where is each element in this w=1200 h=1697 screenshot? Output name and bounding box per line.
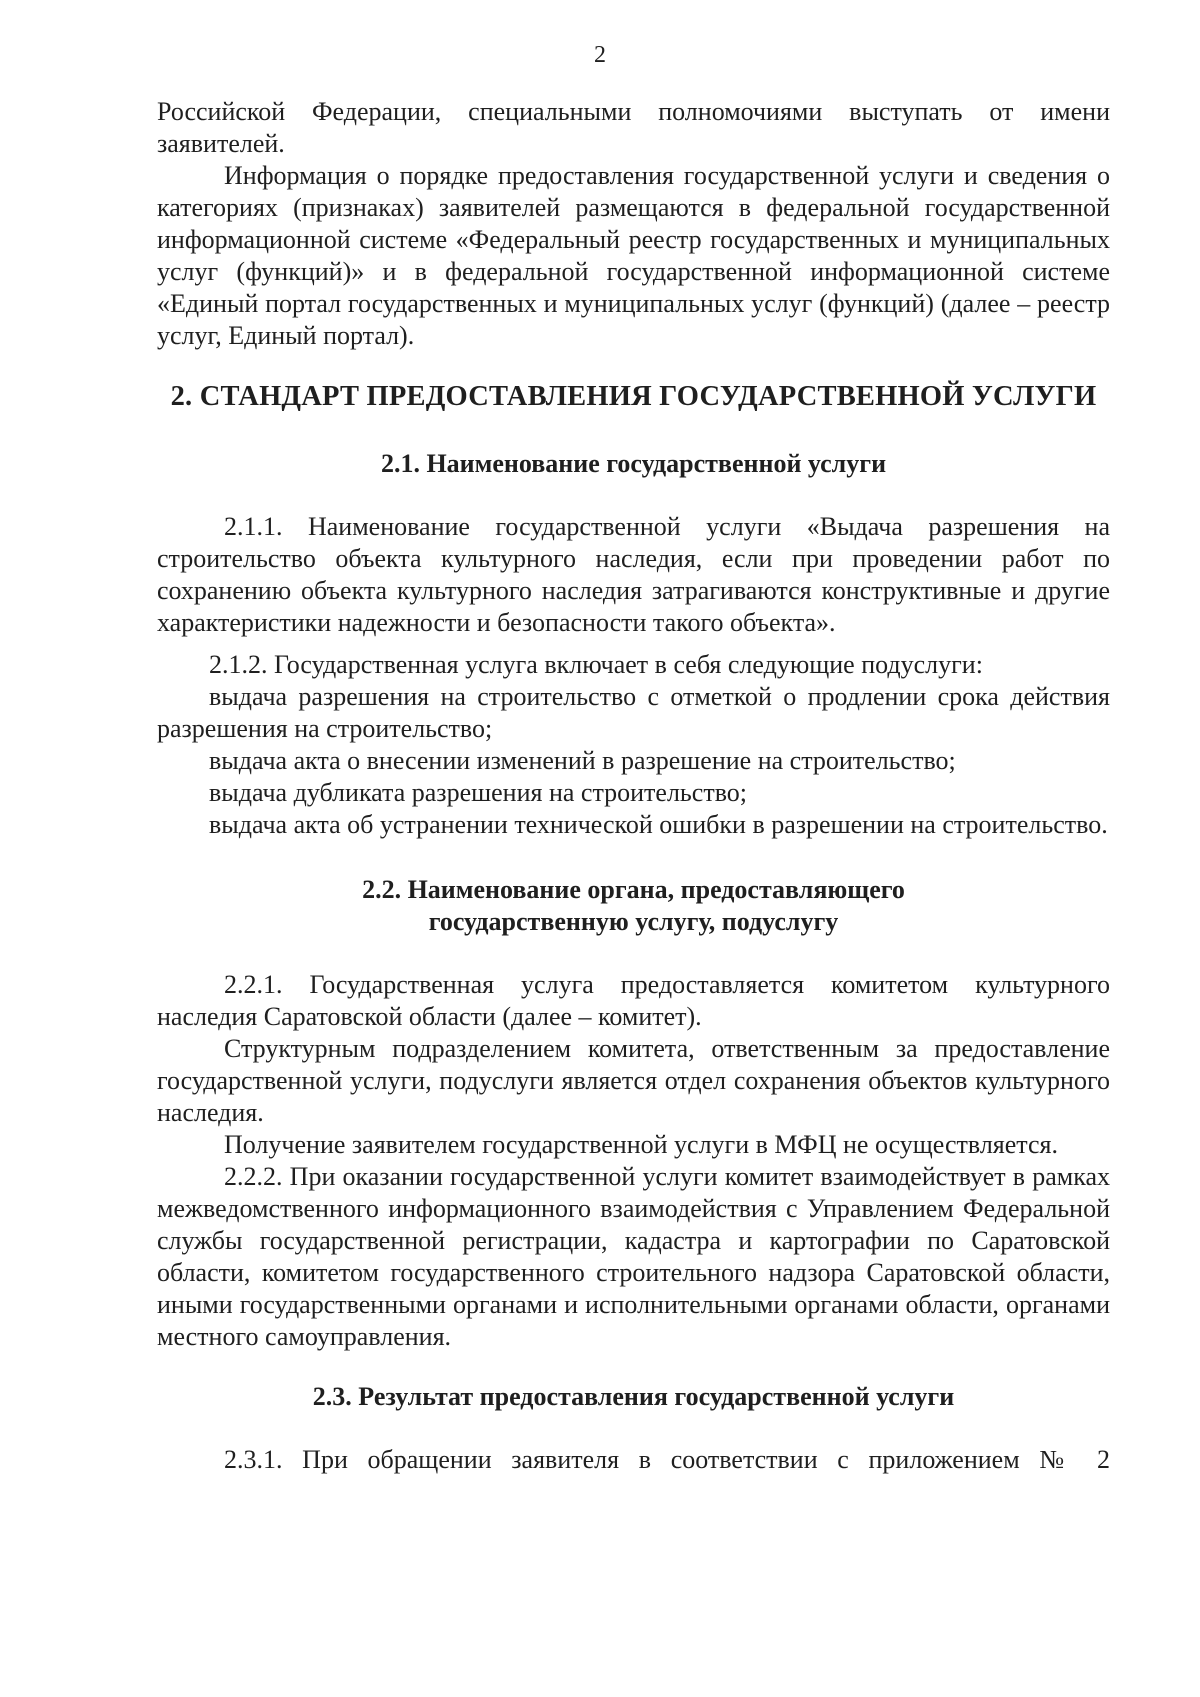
- list-item-subservice-4: выдача акта об устранении технической ошибки в разрешении на строительство.: [209, 810, 1108, 839]
- paragraph-2-2-1: 2.2.1. Государственная услуга предоставляется комитетом культурного наследия Саратовской области (далее – комитет).: [157, 970, 1110, 1031]
- list-item-subservice-3: выдача дубликата разрешения на строительство;: [209, 778, 748, 807]
- list-item-subservice-1: выдача разрешения на строительство с отметкой о продлении срока действия разрешения на строительство;: [157, 682, 1110, 743]
- subsection-title-2-2-line1: 2.2. Наименование органа, предоставляющего: [362, 875, 905, 904]
- paragraph-representatives: Российской Федерации, специальными полномочиями выступать от имени заявителей.: [157, 97, 1110, 158]
- subsection-title-2-1: 2.1. Наименование государственной услуги: [380, 449, 887, 478]
- subsection-title-2-3: 2.3. Результат предоставления государственной услуги: [312, 1382, 955, 1411]
- paragraph-2-1-1: 2.1.1. Наименование государственной услуги «Выдача разрешения на строительство объекта культурного наследия, если при проведении работ по сохранению объекта культурного наследия затрагиваются конструктивные и другие характеристики надежности и безопасности такого объекта».: [157, 512, 1110, 637]
- paragraph-2-2-2: 2.2.2. При оказании государственной услуги комитет взаимодействует в рамках межведомственного информационного взаимодействия с Управлением Федеральной службы государственной регистрации, кадастра и картографии по Саратовской области, комитетом государственного строительного надзора Саратовской области, иными государственными органами и исполнительными органами области, органами местного самоуправления.: [157, 1162, 1110, 1351]
- section-title-standard: 2. СТАНДАРТ ПРЕДОСТАВЛЕНИЯ ГОСУДАРСТВЕННОЙ УСЛУГИ: [170, 381, 1097, 412]
- subsection-title-2-2-line2: государственную услугу, подуслугу: [428, 907, 839, 936]
- paragraph-information-order: Информация о порядке предоставления государственной услуги и сведения о категориях (признаках) заявителей размещаются в федеральной государственной информационной системе «Федеральный реестр государственных и муниципальных услуг (функций)» и в федеральной государственной информационной системе «Единый портал государственных и муниципальных услуг (функций) (далее – реестр услуг, Единый портал).: [157, 161, 1110, 350]
- paragraph-structural-unit: Структурным подразделением комитета, ответственным за предоставление государственной услуги, подуслуги является отдел сохранения объектов культурного наследия.: [157, 1034, 1110, 1127]
- paragraph-2-3-1: 2.3.1. При обращении заявителя в соответствии с приложением № 2: [224, 1445, 1110, 1474]
- document-body: [157, 96, 1110, 1476]
- paragraph-mfc: Получение заявителем государственной услуги в МФЦ не осуществляется.: [224, 1130, 1058, 1159]
- page-number: 2: [594, 42, 606, 68]
- list-item-subservice-2: выдача акта о внесении изменений в разрешение на строительство;: [209, 746, 956, 775]
- paragraph-2-1-2: 2.1.2. Государственная услуга включает в себя следующие подуслуги:: [209, 650, 983, 679]
